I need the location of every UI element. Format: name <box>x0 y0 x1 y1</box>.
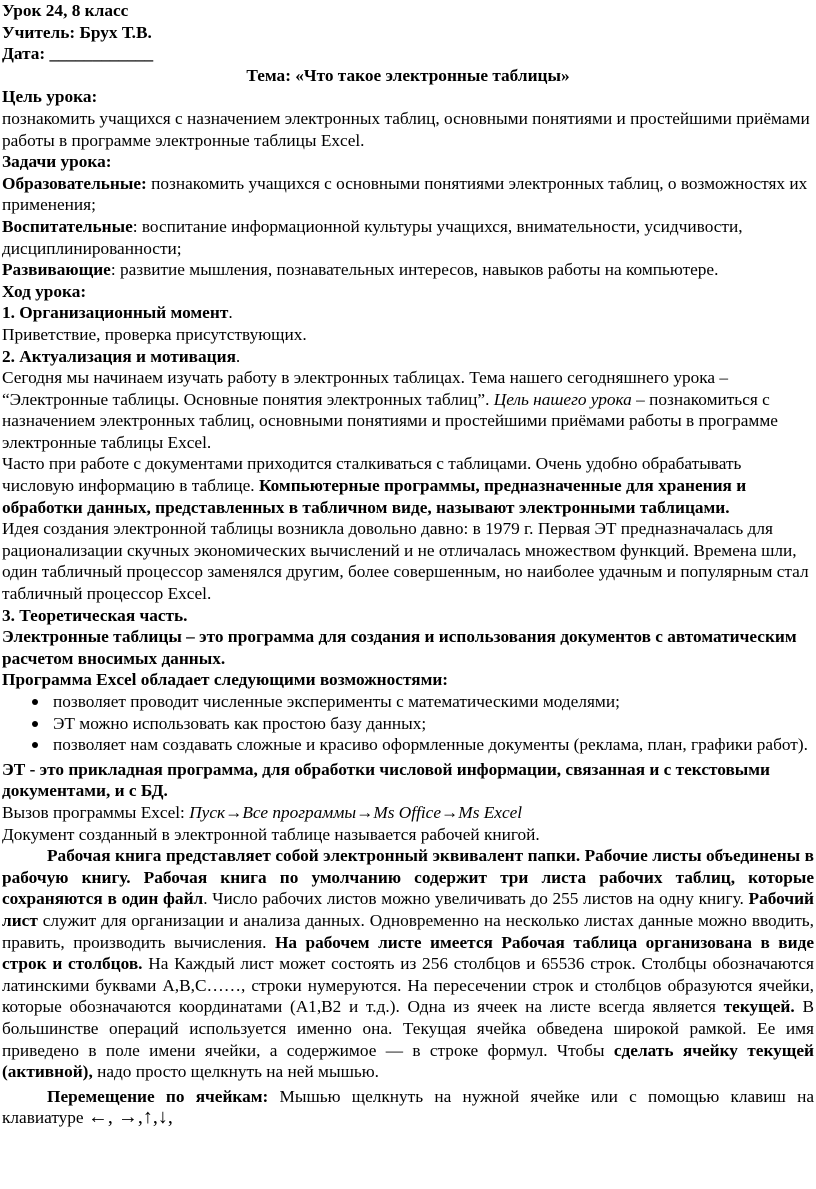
lesson-line: Урок 24, 8 класс <box>2 1 129 20</box>
tasks-heading: Задачи урока: <box>2 152 112 172</box>
navigation-paragraph: Перемещение по ячейкам: Мышью щелкнуть на нужной ячейке или с помощью клавиш на клавиатуре ←, →,↑,↓, <box>2 1086 814 1129</box>
workbook-paragraph: Рабочая книга представляет собой электронный эквивалент папки. Рабочие листы объединены в рабочую книгу. Рабочая книга по умолчанию содержит три листа рабочих таблиц, которые сохраняются в один файл. Число рабочих листов можно увеличивать до 255 листов на одну книгу. Рабочий лист служит для организации и анализа данных. Одновременно на несколько листах данные можно вводить, править, производить вычисления. На рабочем листе имеется Рабочая таблица организована в виде строк и столбцов. На Каждый лист может состоять из 256 столбцов и 65536 строк. Столбцы обозначаются латинскими буквами А,В,С……, строки нумеруются. На пересечении строк и столбцов образуются ячейки, которые обозначаются координатами (А1,В2 и т.д.). Одна из ячеек на листе всегда является текущей. В большинстве операций используется именно она. Текущая ячейка обведена широкой рамкой. Ее имя приведено в поле имени ячейки, а содержимое — в строке формул. Чтобы сделать ячейку текущей (активной), надо просто щелкнуть на ней мышью. <box>2 846 815 1082</box>
goal-text: познакомить учащихся с назначением электронных таблиц, основными понятиями и простейшими приёмами работы в программе электронные таблицы Excel. <box>2 108 810 150</box>
task-developing: Развивающие: развитие мышления, познавательных интересов, навыков работы на компьютере. <box>2 260 719 280</box>
teacher-line: Учитель: Брух Т.В. <box>2 22 152 42</box>
capabilities-list <box>2 691 814 756</box>
program-call: Вызов программы Excel: Пуск→Все программы→Ms Office→Ms Excel <box>2 802 523 822</box>
section-2-paragraph-3: Идея создания электронной таблицы возникла довольно давно: в 1979 г. Первая ЭТ предназначалась для рационализации скучных экономических вычислений и не отличалась множеством функций. Времена шли, один табличный процессор заменялся другим, более совершенным, но наиболее удачным и популярным стал табличный процессор Excel. <box>2 519 809 604</box>
arrow-keys: ←, →,↑,↓, <box>87 1106 173 1129</box>
list-item: позволяет проводит численные эксперименты с математическими моделями; <box>2 691 814 713</box>
bullet-icon <box>32 699 38 705</box>
section-2-paragraph-2: Часто при работе с документами приходится сталкиваться с таблицами. Очень удобно обрабатывать числовую информацию в таблице. Компьютерные программы, предназначенные для хранения и обработки данных, представленных в табличном виде, называют электронными таблицами. <box>2 454 747 517</box>
bullet-icon <box>32 742 38 748</box>
spreadsheet-definition: Электронные таблицы – это программа для создания и использования документов с автоматическим расчетом вносимых данных. <box>2 627 797 668</box>
list-item: позволяет нам создавать сложные и красиво оформленные документы (реклама, план, графики работ). <box>2 734 814 756</box>
excel-capabilities-heading: Программа Excel обладает следующими возможностями: <box>2 670 449 690</box>
section-1-text: Приветствие, проверка присутствующих. <box>2 324 307 344</box>
task-upbringing: Воспитательные: воспитание информационной культуры учащихся, внимательности, усидчивости, дисциплинированности; <box>2 216 743 258</box>
section-2-paragraph-1: Сегодня мы начинаем изучать работу в электронных таблицах. Тема нашего сегодняшнего урока – “Электронные таблицы. Основные понятия электронных таблиц”. Цель нашего урока – познакомиться с назначением электронных таблиц, основными понятиями и простейшими приёмами работы в программе электронные таблицы Excel. <box>2 368 778 452</box>
section-3-title: 3. Теоретическая часть. <box>2 605 188 625</box>
task-educational: Образовательные: познакомить учащихся с основными понятиями электронных таблиц, о возможностях их применения; <box>2 173 808 215</box>
course-heading: Ход урока: <box>2 281 87 301</box>
section-2-title: 2. Актуализация и мотивация. <box>2 346 241 366</box>
bullet-icon <box>32 721 38 727</box>
date-line: Дата: ____________ <box>2 44 154 64</box>
et-definition: ЭТ - это прикладная программа, для обработки числовой информации, связанная и с текстовыми документами, и с БД. <box>2 759 771 801</box>
workbook-definition: Документ созданный в электронной таблице называется рабочей книгой. <box>2 824 540 844</box>
goal-heading: Цель урока: <box>2 87 98 107</box>
topic-title: Тема: «Что такое электронные таблицы» <box>246 65 570 85</box>
list-item: ЭТ можно использовать как простою базу данных; <box>2 713 814 735</box>
section-1-title: 1. Организационный момент. <box>2 303 233 323</box>
